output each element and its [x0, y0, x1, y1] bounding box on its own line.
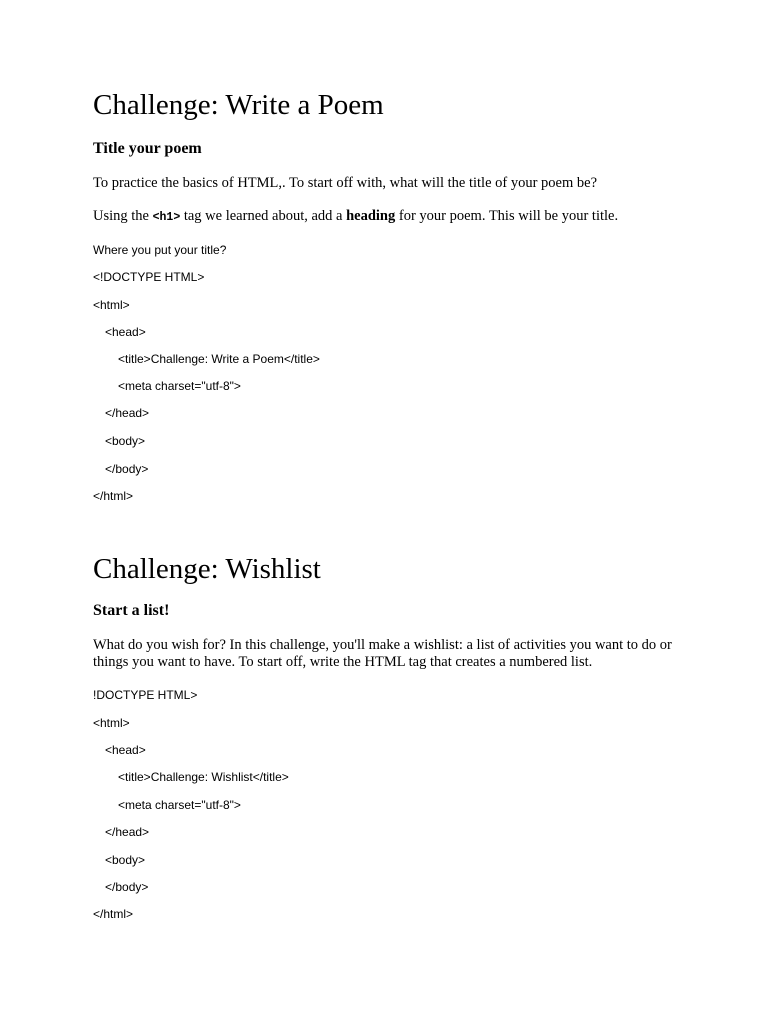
section1-code-line: <!DOCTYPE HTML>: [93, 270, 205, 284]
section2-intro: What do you wish for? In this challenge, you'll make a wishlist: a list of activities you want to do or things you want to have. To start off, write the HTML tag that creates a numbered list.: [93, 637, 672, 670]
instruction-text-middle: tag we learned about, add a: [180, 208, 347, 224]
section1-question: Where you put your title?: [93, 243, 227, 257]
section1-code-line: </html>: [93, 489, 134, 503]
section2-title: Challenge: Wishlist: [93, 553, 321, 585]
section1-title: Challenge: Write a Poem: [93, 89, 384, 121]
instruction-tag: <h1>: [152, 211, 181, 224]
section2-code-line: <html>: [93, 716, 130, 730]
section1-code-line: <title>Challenge: Write a Poem</title>: [118, 352, 320, 366]
section2-code-line: !DOCTYPE HTML>: [93, 688, 198, 702]
section1-code-line: </body>: [105, 462, 149, 476]
section2-code-line: <meta charset="utf-8">: [118, 798, 241, 812]
instruction-text-before: Using the: [93, 208, 153, 224]
section1-intro: To practice the basics of HTML,. To start off with, what will the title of your poem be?: [93, 175, 598, 191]
section2-code-line: </html>: [93, 907, 134, 921]
section2-code-line: </body>: [105, 880, 149, 894]
section2-code-line: <body>: [105, 853, 146, 867]
section1-code-line: <html>: [93, 298, 130, 312]
section1-code-line: <body>: [105, 434, 146, 448]
section1-code-line: <head>: [105, 325, 146, 339]
section2-code-line: </head>: [105, 825, 150, 839]
instruction-text-after: for your poem. This will be your title.: [395, 208, 619, 224]
instruction-emphasis: heading: [346, 208, 396, 224]
section2-subtitle: Start a list!: [93, 602, 170, 619]
section1-code-line: </head>: [105, 406, 150, 420]
section2-code-line: <head>: [105, 743, 146, 757]
section1-code-line: <meta charset="utf-8">: [118, 379, 241, 393]
section1-subtitle: Title your poem: [93, 140, 202, 157]
section2-code-line: <title>Challenge: Wishlist</title>: [118, 770, 289, 784]
section1-instruction: [93, 208, 693, 226]
